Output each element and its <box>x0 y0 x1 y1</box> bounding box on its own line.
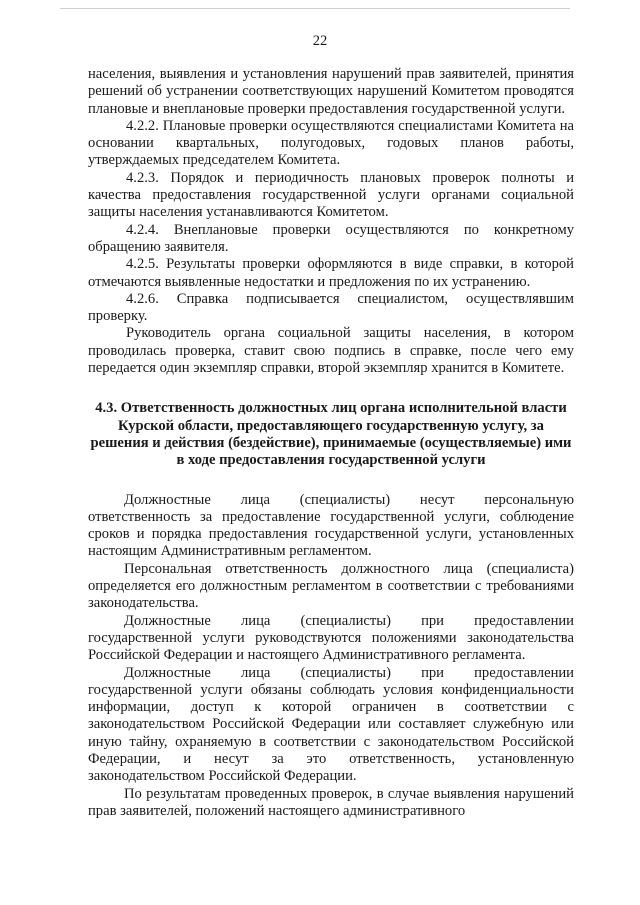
paragraph: Руководитель органа социальной защиты населения, в котором проводилась проверка, ставит свою подпись в справке, после чего ему передается один экземпляр справки, второй экземпляр хранится в Комитете. <box>88 325 574 377</box>
paragraph: 4.2.4. Внеплановые проверки осуществляются по конкретному обращению заявителя. <box>88 221 574 255</box>
paragraph: Должностные лица (специалисты) при предоставлении государственной услуги обязаны соблюдать условия конфиденциальности информации, доступ к которой ограничен в соответствии с законодательством Российской Федерации или составляет служебную или иную тайну, охраняемую в соответствии с законодательством Российской Федерации, и несут за это ответственность, установленную законодательством Российской Федерации. <box>88 664 574 785</box>
document-body <box>88 66 574 820</box>
top-rule <box>60 8 570 9</box>
paragraph: 4.2.6. Справка подписывается специалистом, осуществлявшим проверку. <box>88 290 574 325</box>
paragraph: Персональная ответственность должностного лица (специалиста) определяется его должностным регламентом в соответствии с требованиями законодательства. <box>88 560 574 612</box>
paragraph: По результатам проведенных проверок, в случае выявления нарушений прав заявителей, положений настоящего административного <box>88 785 574 819</box>
paragraph: Должностные лица (специалисты) несут персональную ответственность за предоставление государственной услуги, соблюдение сроков и порядка предоставления государственной услуги, установленных настоящим Административным регламентом. <box>88 491 574 560</box>
section-heading: 4.3. Ответственность должностных лиц органа исполнительной власти Курской области, предоставляющего государственную услугу, за решения и действия (бездействие), принимаемые (осуществляемые) ими в ходе предоставления государственной услуги <box>90 400 572 469</box>
paragraph: Должностные лица (специалисты) при предоставлении государственной услуги руководствуются положениями законодательства Российской Федерации и настоящего Административного регламента. <box>88 612 574 664</box>
paragraph: населения, выявления и установления нарушений прав заявителей, принятия решений об устранении соответствующих нарушений Комитетом проводятся плановые и внеплановые проверки предоставления государственной услуги. <box>88 66 574 117</box>
paragraph: 4.2.5. Результаты проверки оформляются в виде справки, в которой отмечаются выявленные недостатки и предложения по их устранению. <box>88 256 574 290</box>
paragraph: 4.2.2. Плановые проверки осуществляются специалистами Комитета на основании квартальных, полугодовых, годовых планов работы, утверждаемых председателем Комитета. <box>88 117 574 169</box>
page-number: 22 <box>312 33 328 49</box>
paragraph: 4.2.3. Порядок и периодичность плановых проверок полноты и качества предоставления государственной услуги органами социальной защиты населения устанавливаются Комитетом. <box>88 169 574 221</box>
